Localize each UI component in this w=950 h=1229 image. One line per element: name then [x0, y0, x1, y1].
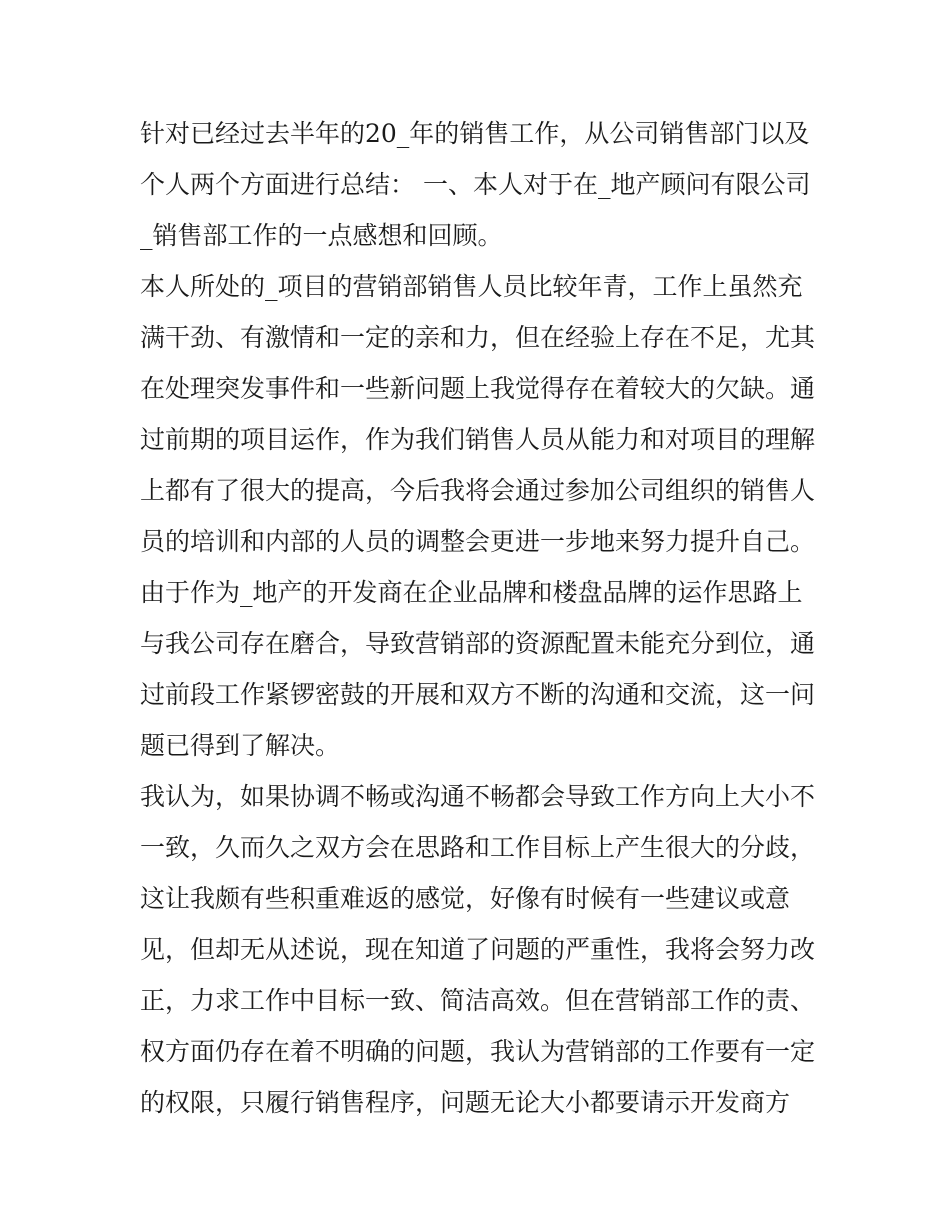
text-line: 个人两个方面进行总结： 一、本人对于在_地产顾问有限公司 — [140, 170, 811, 199]
text-line: 见，但却无从述说，现在知道了问题的严重性，我将会努力改 — [140, 935, 816, 964]
text-line: _销售部工作的一点感想和回顾。 — [140, 221, 503, 250]
text-line: 员的培训和内部的人员的调整会更进一步地来努力提升自己。 — [140, 527, 816, 556]
text-line: 本人所处的_项目的营销部销售人员比较年青，工作上虽然充 — [140, 272, 803, 301]
text-line: 权方面仍存在着不明确的问题，我认为营销部的工作要有一定 — [140, 1037, 816, 1066]
text-line: 针对已经过去半年的20_年的销售工作，从公司销售部门以及 — [140, 119, 810, 148]
text-line: 过前段工作紧锣密鼓的开展和双方不断的沟通和交流，这一问 — [140, 680, 816, 709]
text-line: 的权限，只履行销售程序，问题无论大小都要请示开发商方 — [140, 1088, 791, 1117]
text-line: 由于作为_地产的开发商在企业品牌和楼盘品牌的运作思路上 — [140, 578, 803, 607]
text-line: 在处理突发事件和一些新问题上我觉得存在着较大的欠缺。通 — [140, 374, 816, 403]
text-line: 我认为，如果协调不畅或沟通不畅都会导致工作方向上大小不 — [140, 782, 816, 811]
text-line: 满干劲、有激情和一定的亲和力，但在经验上存在不足，尤其 — [140, 323, 816, 352]
text-line: 正，力求工作中目标一致、简洁高效。但在营销部工作的责、 — [140, 986, 816, 1015]
text-line: 过前期的项目运作，作为我们销售人员从能力和对项目的理解 — [140, 425, 816, 454]
document-body — [140, 108, 815, 1128]
text-line: 上都有了很大的提高，今后我将会通过参加公司组织的销售人 — [140, 476, 816, 505]
text-line: 一致，久而久之双方会在思路和工作目标上产生很大的分歧， — [140, 833, 816, 862]
text-line: 这让我颇有些积重难返的感觉，好像有时候有一些建议或意 — [140, 884, 791, 913]
text-line: 题已得到了解决。 — [140, 731, 341, 760]
text-line: 与我公司存在磨合，导致营销部的资源配置未能充分到位，通 — [140, 629, 816, 658]
